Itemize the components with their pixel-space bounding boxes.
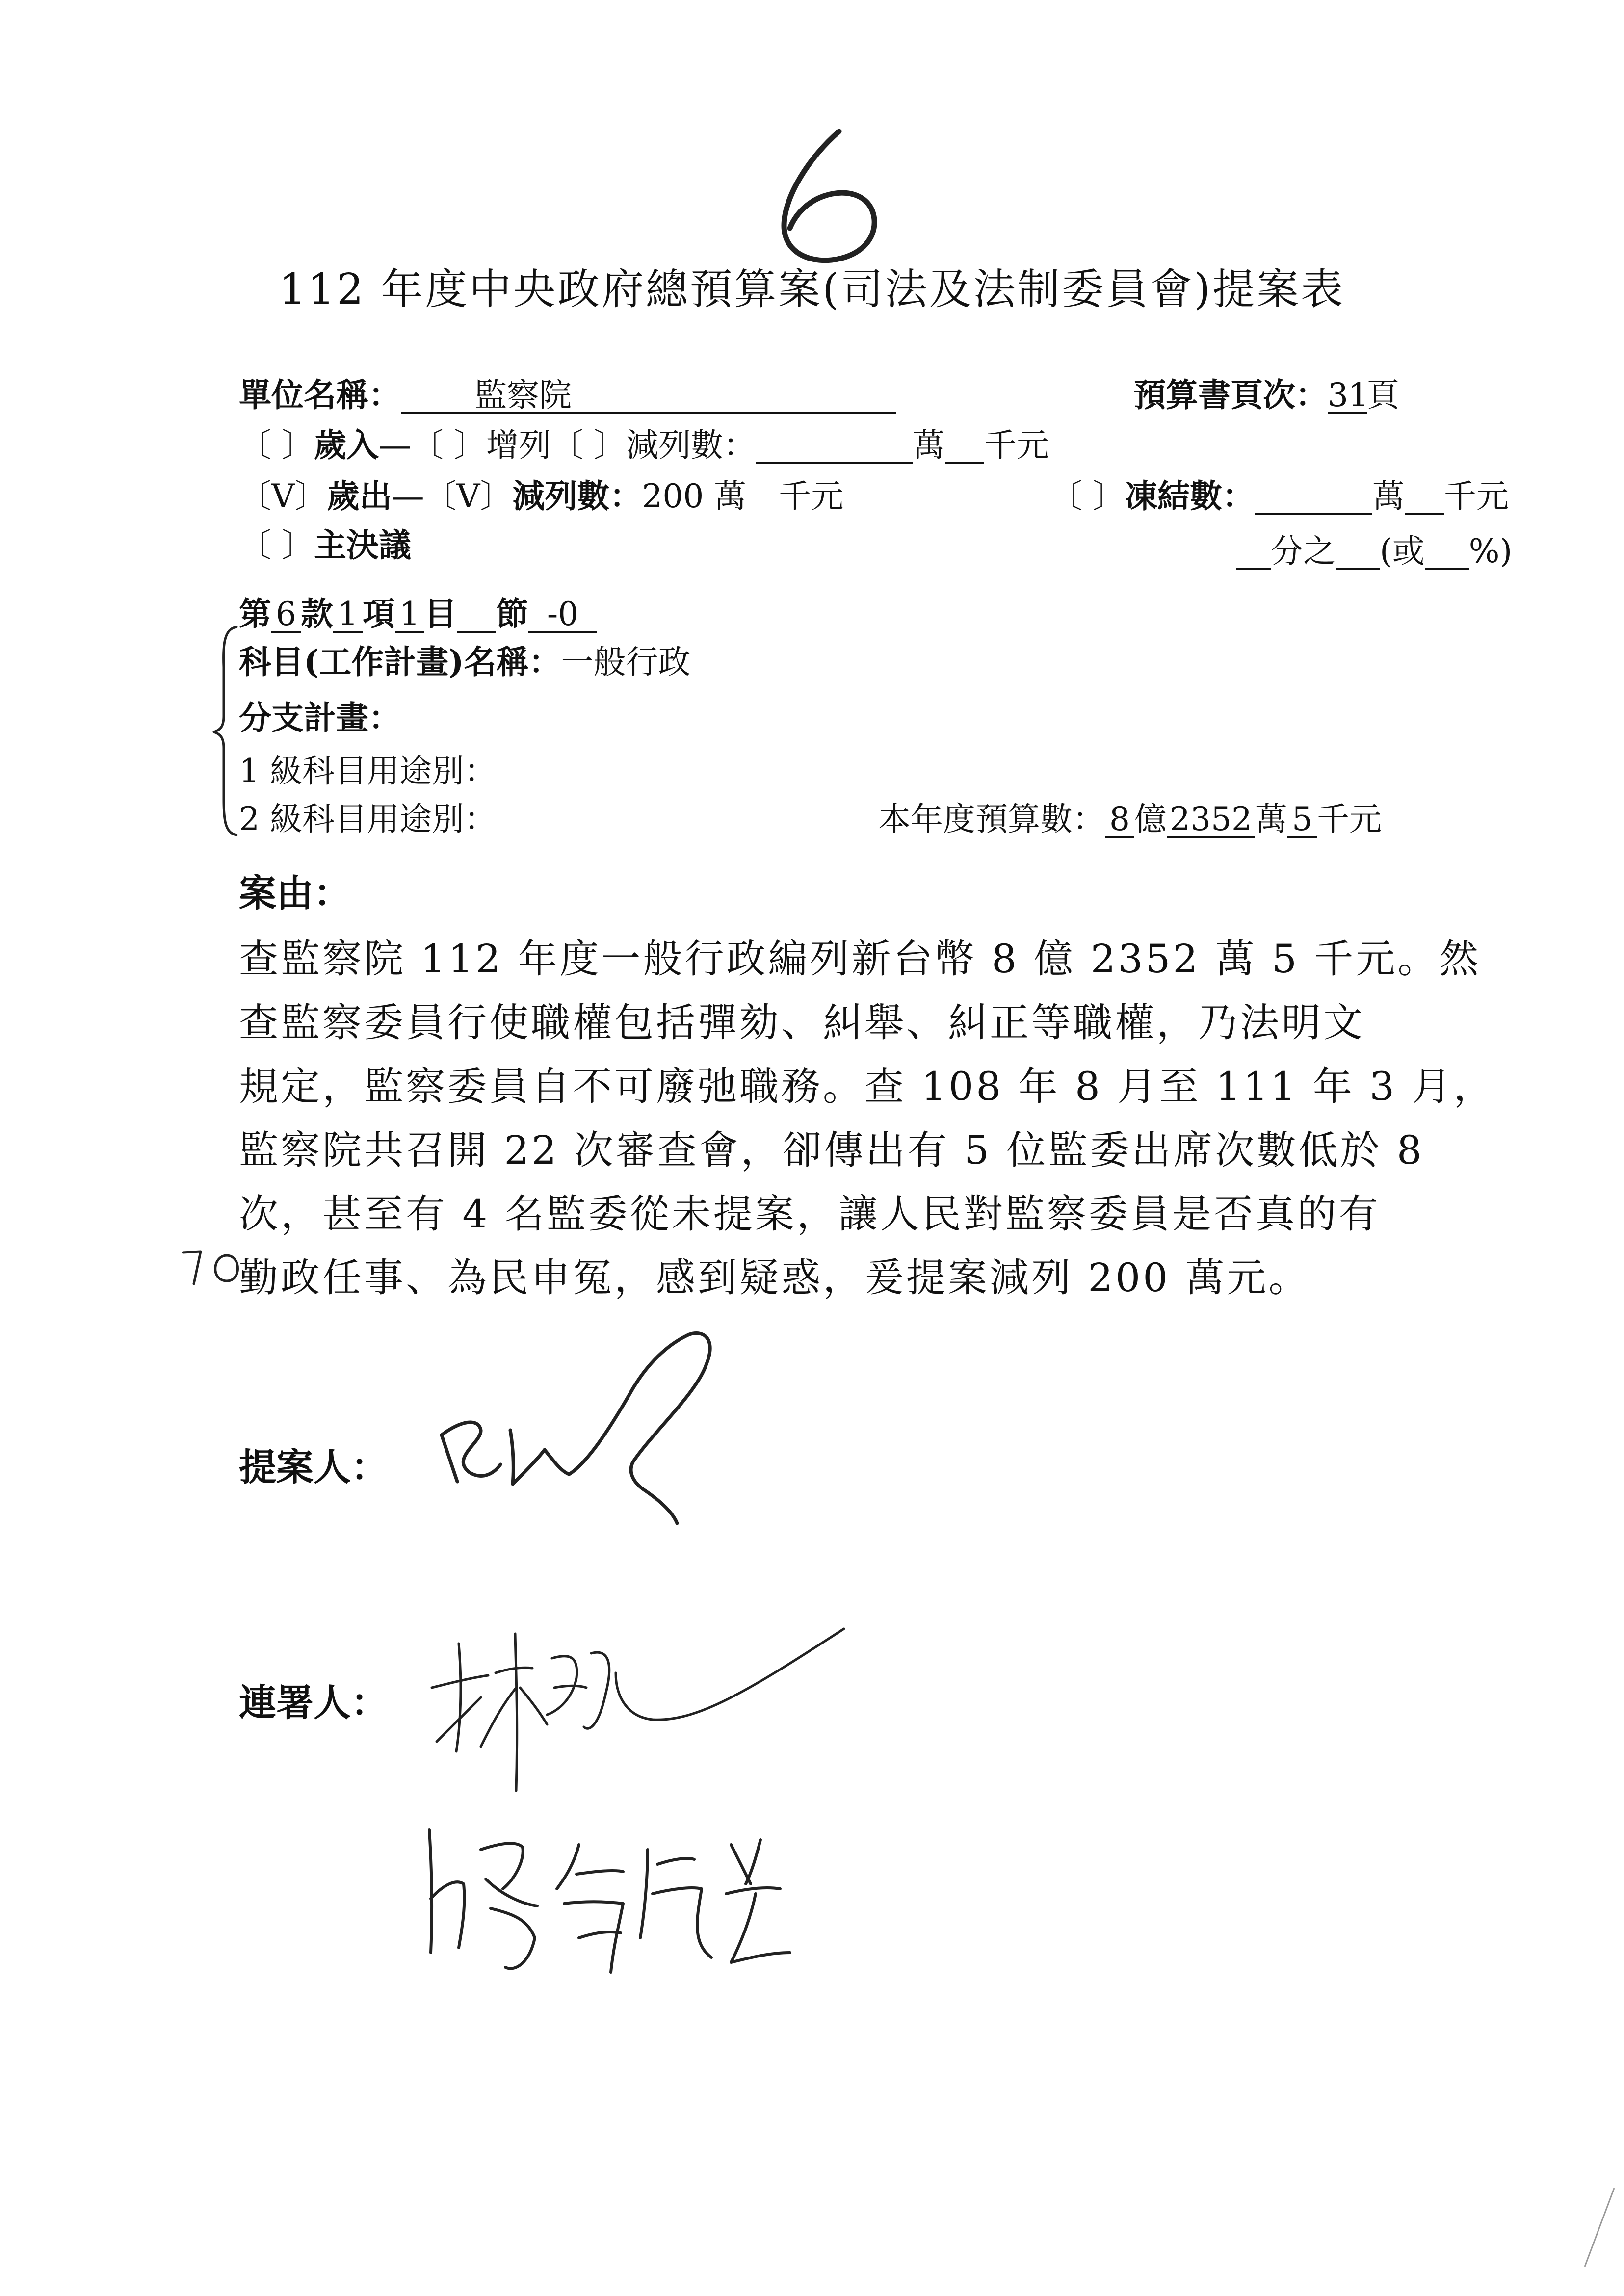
or-open: (或 bbox=[1380, 532, 1425, 570]
fraction-of: 分之 bbox=[1271, 532, 1336, 570]
mu-label: 目 bbox=[424, 595, 457, 633]
proposer-signature bbox=[422, 1325, 746, 1550]
freeze-qian-blank bbox=[1405, 479, 1444, 515]
cosigner-signature-1 bbox=[422, 1614, 864, 1810]
revenue-checkbox: 〔 〕 bbox=[239, 426, 314, 464]
freeze-blank bbox=[1255, 479, 1372, 515]
revenue-increase-checkbox: 〔 〕 bbox=[411, 426, 486, 464]
reason-line: 次，甚至有 4 名監委從未提案，讓人民對監察委員是否真的有 bbox=[239, 1191, 1381, 1237]
reason-line: 規定，監察委員自不可廢弛職務。查 108 年 8 月至 111 年 3 月， bbox=[239, 1064, 1495, 1109]
revenue-qian-blank bbox=[945, 428, 984, 464]
freeze-wan: 萬 bbox=[1372, 477, 1405, 515]
reason-heading: 案由： bbox=[239, 871, 351, 915]
main-resolution-checkbox: 〔 〕 bbox=[239, 526, 314, 564]
xiang-label: 項 bbox=[363, 595, 395, 633]
revenue-decrease-label: 減列數： bbox=[626, 426, 756, 464]
freeze-qian-yuan: 千元 bbox=[1443, 477, 1509, 515]
level1-label: 1 級科目用途別： bbox=[239, 752, 497, 790]
budget-wan-value: 2352 bbox=[1167, 802, 1255, 838]
level2-label: 2 級科目用途別： bbox=[239, 800, 497, 838]
jie-blank bbox=[457, 597, 496, 633]
page-label: 預算書頁次： bbox=[1133, 376, 1328, 414]
subject-label: 科目(工作計畫)名稱： bbox=[239, 643, 561, 681]
reason-line: 勤政任事、為民申冤，感到疑惑，爰提案減列 200 萬元。 bbox=[239, 1255, 1310, 1301]
xiang-value: 1 bbox=[333, 597, 363, 633]
reason-line: 查監察院 112 年度一般行政編列新台幣 8 億 2352 萬 5 千元。然 bbox=[239, 936, 1481, 982]
page-value: 31 bbox=[1328, 376, 1369, 414]
cosigner-label: 連署人： bbox=[239, 1681, 388, 1724]
branch-plan-label: 分支計畫： bbox=[239, 699, 401, 737]
budget-label: 本年度預算數： bbox=[878, 800, 1105, 838]
budget-wan: 萬 bbox=[1255, 800, 1287, 838]
subject-bracket bbox=[211, 623, 240, 839]
section-di: 第 bbox=[239, 595, 271, 633]
unit-label: 單位名稱： bbox=[239, 376, 401, 414]
main-resolution-label: 主決議 bbox=[314, 526, 411, 564]
budget-yi: 億 bbox=[1134, 800, 1167, 838]
budget-qian-yuan: 千元 bbox=[1317, 800, 1382, 838]
freeze-label: 凍結數： bbox=[1125, 477, 1255, 515]
scan-mark bbox=[1575, 2183, 1619, 2271]
budget-yi-value: 8 bbox=[1105, 802, 1134, 838]
expenditure-dash: — bbox=[392, 477, 424, 515]
revenue-label: 歲入 bbox=[314, 426, 379, 464]
revenue-increase-label: 增列 bbox=[486, 426, 551, 464]
expenditure-decrease-checkbox: 〔V〕 bbox=[424, 477, 513, 515]
unit-value: 監察院 bbox=[401, 378, 896, 414]
fraction-numerator-blank bbox=[1236, 534, 1271, 570]
page-suffix: 頁 bbox=[1367, 376, 1399, 414]
revenue-decrease-checkbox: 〔 〕 bbox=[550, 426, 626, 464]
expenditure-decrease-label: 減列數： bbox=[512, 477, 642, 515]
budget-qian-value: 5 bbox=[1287, 802, 1317, 838]
cosigner-signature-2 bbox=[417, 1810, 859, 1987]
expenditure-label: 歲出 bbox=[327, 477, 392, 515]
form-title: 112 年度中央政府總預算案(司法及法制委員會)提案表 bbox=[279, 265, 1345, 314]
revenue-wan: 萬 bbox=[912, 426, 945, 464]
fraction-denominator-blank bbox=[1336, 534, 1380, 570]
reason-line: 查監察委員行使職權包括彈劾、糾舉、糾正等職權，乃法明文 bbox=[239, 1000, 1365, 1045]
revenue-dash: — bbox=[378, 426, 411, 464]
jie-label: 節 bbox=[496, 595, 528, 633]
mu-value: 1 bbox=[395, 597, 424, 633]
kuan-value: 6 bbox=[271, 597, 301, 633]
freeze-checkbox: 〔 〕 bbox=[1050, 477, 1125, 515]
subject-value: 一般行政 bbox=[561, 643, 691, 681]
reason-line: 監察院共召開 22 次審查會，卻傳出有 5 位監委出席次數低於 8 bbox=[239, 1127, 1424, 1173]
expenditure-decrease-amount: 200 萬 千元 bbox=[642, 477, 844, 515]
jie-value: -0 bbox=[528, 597, 597, 633]
kuan-label: 款 bbox=[301, 595, 333, 633]
margin-note-70 bbox=[179, 1239, 253, 1293]
proposer-label: 提案人： bbox=[239, 1445, 388, 1489]
revenue-qian-yuan: 千元 bbox=[984, 426, 1049, 464]
revenue-decrease-blank bbox=[756, 428, 913, 464]
handwritten-number bbox=[765, 123, 893, 270]
expenditure-checkbox: 〔V〕 bbox=[239, 477, 327, 515]
percent-close: %) bbox=[1468, 532, 1513, 570]
percent-blank bbox=[1425, 534, 1469, 570]
